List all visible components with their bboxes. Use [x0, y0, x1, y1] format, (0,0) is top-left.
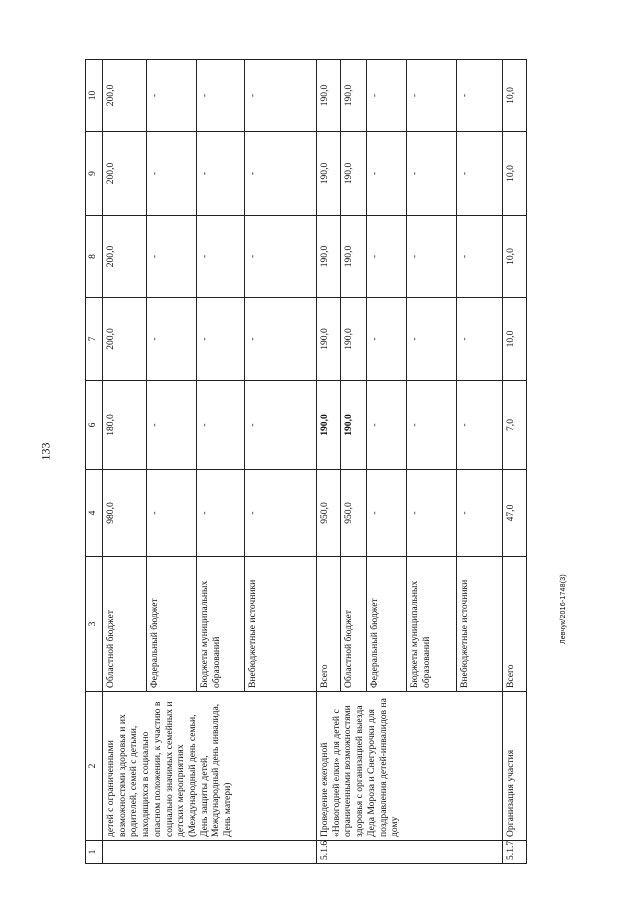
item-name: Проведение ежегодной «Новогодней елки» для детей с ограниченными возможностями здоровья с организацией выезда Деда Мороза и Снегурочки для поздравления детей-инвалидов на дому	[317, 692, 503, 841]
cell-total: -	[147, 470, 197, 557]
cell-total: -	[407, 470, 457, 557]
cell-year-9: -	[407, 132, 457, 216]
cell-year-7: -	[197, 298, 245, 381]
table-row	[103, 60, 147, 864]
cell-year-6: -	[197, 381, 245, 470]
cell-year-9: 10,0	[503, 132, 527, 216]
cell-year-7: 200,0	[103, 298, 147, 381]
table-row	[503, 60, 527, 864]
cell-year-9: 190,0	[341, 132, 367, 216]
funding-source: Внебюджетные источники	[245, 557, 317, 692]
col-header-3: 3	[86, 557, 103, 692]
cell-total: -	[457, 470, 503, 557]
cell-year-9: -	[197, 132, 245, 216]
funding-source: Всего	[503, 557, 527, 692]
cell-year-6: -	[367, 381, 407, 470]
cell-year-7: 10,0	[503, 298, 527, 381]
cell-year-10: 10,0	[503, 60, 527, 132]
cell-year-10: 190,0	[341, 60, 367, 132]
col-header-7: 7	[86, 298, 103, 381]
cell-total: -	[197, 470, 245, 557]
funding-source: Внебюджетные источники	[457, 557, 503, 692]
funding-source: Федеральный бюджет	[367, 557, 407, 692]
col-header-4: 4	[86, 470, 103, 557]
cell-year-7: -	[367, 298, 407, 381]
funding-source: Всего	[317, 557, 341, 692]
document-code: Левчук/2016-1748(3)	[560, 574, 567, 644]
col-header-6: 6	[86, 381, 103, 470]
cell-year-9: -	[367, 132, 407, 216]
cell-year-9: -	[147, 132, 197, 216]
rotated-table-frame	[85, 60, 516, 864]
cell-year-6: -	[457, 381, 503, 470]
cell-year-7: -	[147, 298, 197, 381]
item-number: 5.1.7	[503, 841, 527, 864]
col-header-10: 10	[86, 60, 103, 132]
cell-year-10: 190,0	[317, 60, 341, 132]
cell-year-6: -	[407, 381, 457, 470]
cell-year-10: -	[367, 60, 407, 132]
table-row	[317, 60, 341, 864]
item-number	[103, 841, 317, 864]
cell-year-8: -	[457, 216, 503, 298]
cell-year-9: 190,0	[317, 132, 341, 216]
cell-year-8: 190,0	[341, 216, 367, 298]
cell-year-8: -	[147, 216, 197, 298]
cell-year-7: 190,0	[341, 298, 367, 381]
cell-year-9: -	[457, 132, 503, 216]
cell-year-7: -	[407, 298, 457, 381]
cell-total: 950,0	[317, 470, 341, 557]
funding-source: Бюджеты муниципальных образований	[407, 557, 457, 692]
cell-year-8: 200,0	[103, 216, 147, 298]
col-header-9: 9	[86, 132, 103, 216]
cell-year-7: -	[245, 298, 317, 381]
item-name: детей с ограниченными возможностями здоровья и их родителей, семей с детьми, находящихся в социально опасном положении, к участию в социально значимых семейных и детских мероприятиях (Международный день семьи, День защиты детей, Международный день инвалида, День матери)	[103, 692, 317, 841]
cell-year-6: 180,0	[103, 381, 147, 470]
header-row	[86, 60, 103, 864]
cell-year-6: 7,0	[503, 381, 527, 470]
cell-year-8: -	[245, 216, 317, 298]
funding-source: Областной бюджет	[341, 557, 367, 692]
funding-source: Областной бюджет	[103, 557, 147, 692]
cell-year-8: 190,0	[317, 216, 341, 298]
cell-year-7: 190,0	[317, 298, 341, 381]
cell-year-10: -	[147, 60, 197, 132]
cell-total: -	[245, 470, 317, 557]
cell-year-6: -	[147, 381, 197, 470]
funding-source: Бюджеты муниципальных образований	[197, 557, 245, 692]
table-container	[85, 60, 516, 864]
funding-source: Федеральный бюджет	[147, 557, 197, 692]
budget-table	[85, 59, 527, 864]
cell-total: 980,0	[103, 470, 147, 557]
item-number: 5.1.6	[317, 841, 503, 864]
cell-year-8: -	[367, 216, 407, 298]
cell-year-10: -	[457, 60, 503, 132]
col-header-2: 2	[86, 692, 103, 841]
cell-year-6: 190,0	[317, 381, 341, 470]
cell-year-7: -	[457, 298, 503, 381]
cell-year-8: 10,0	[503, 216, 527, 298]
cell-total: 47,0	[503, 470, 527, 557]
item-name: Организация участия	[503, 692, 527, 841]
cell-total: -	[367, 470, 407, 557]
cell-year-9: -	[245, 132, 317, 216]
cell-year-6: -	[245, 381, 317, 470]
cell-year-10: -	[197, 60, 245, 132]
cell-year-10: 200,0	[103, 60, 147, 132]
cell-total: 950,0	[341, 470, 367, 557]
cell-year-9: 200,0	[103, 132, 147, 216]
col-header-8: 8	[86, 216, 103, 298]
cell-year-10: -	[245, 60, 317, 132]
cell-year-8: -	[407, 216, 457, 298]
cell-year-8: -	[197, 216, 245, 298]
page-number: 133	[38, 442, 53, 461]
cell-year-6: 190,0	[341, 381, 367, 470]
cell-year-10: -	[407, 60, 457, 132]
col-header-1: 1	[86, 841, 103, 864]
